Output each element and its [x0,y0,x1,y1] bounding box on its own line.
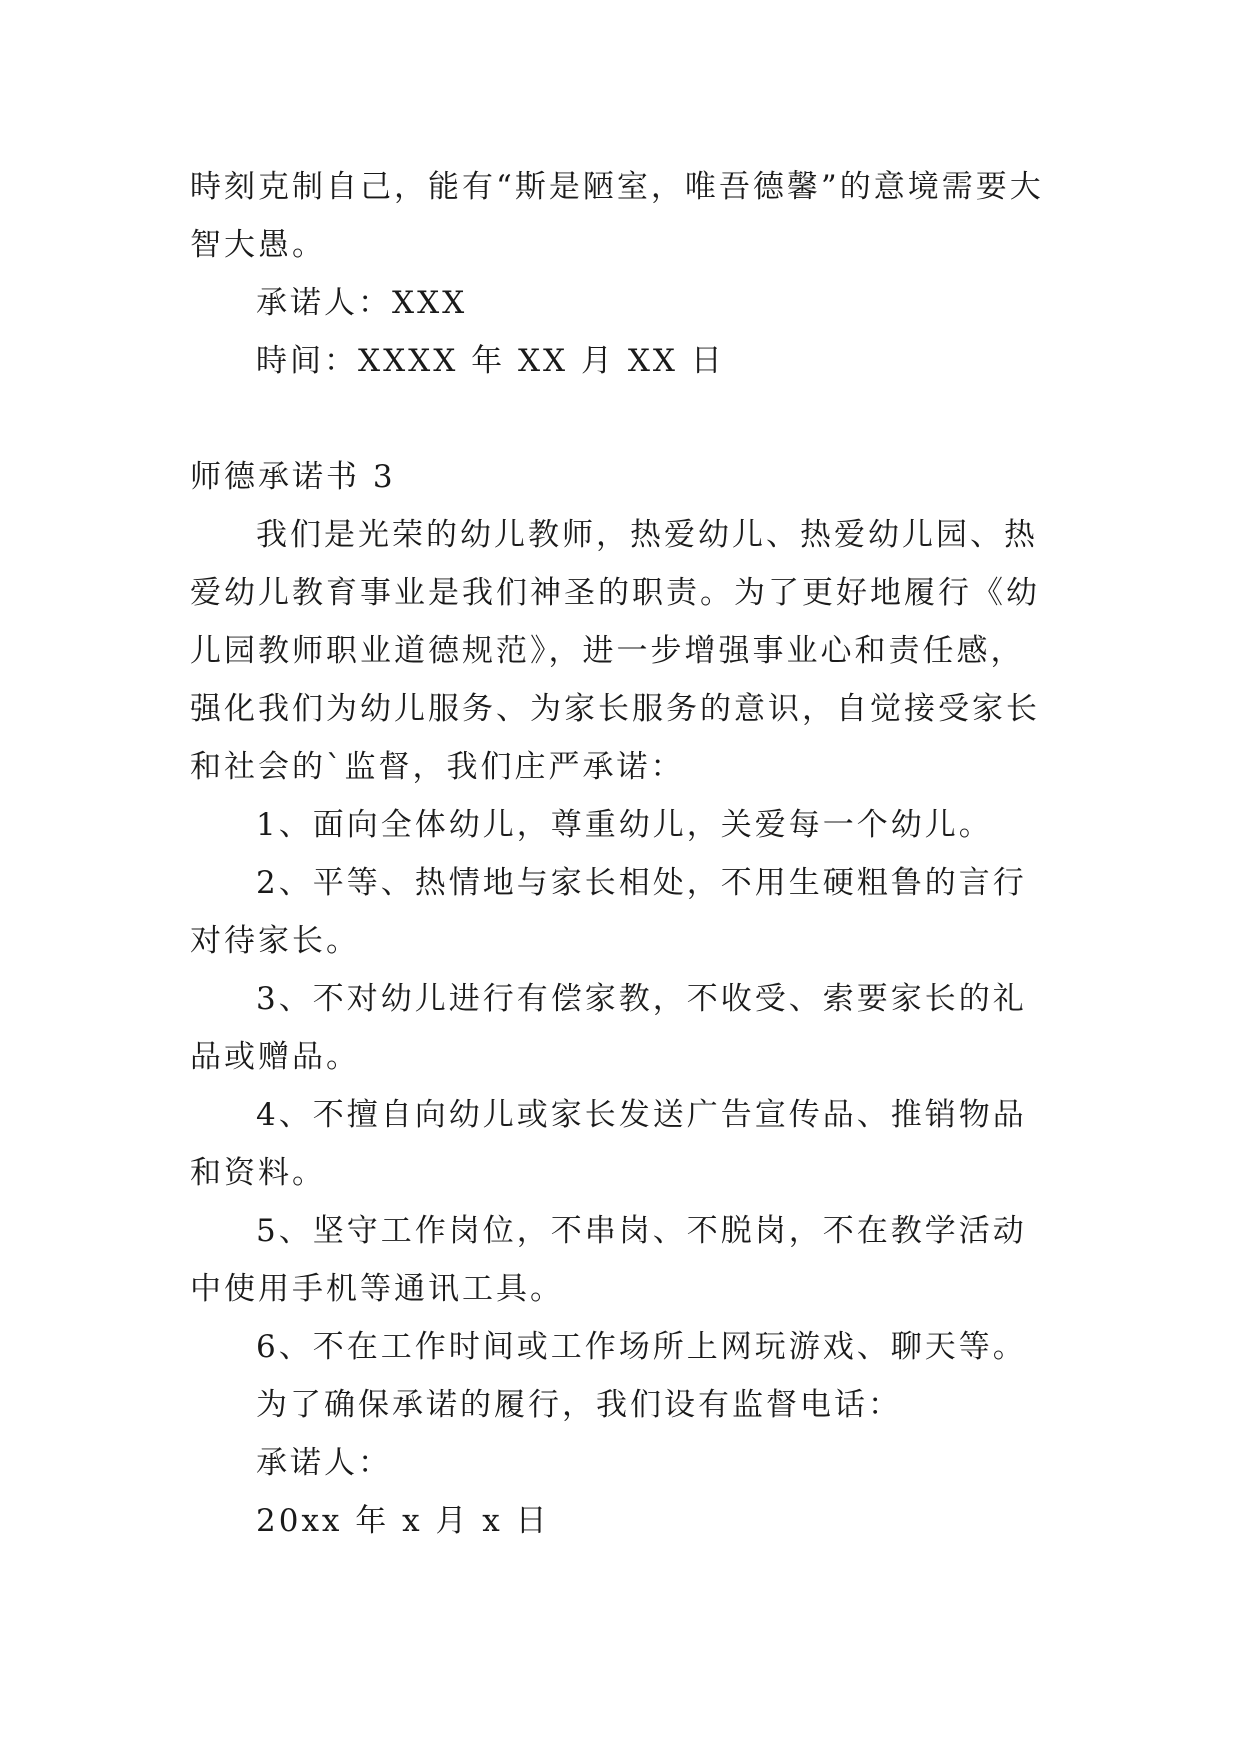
continuation-paragraph: 時刻克制自己，能有“斯是陋室，唯吾德馨”的意境需要大智大愚。 [190,169,1044,263]
list-item: 2、平等、热情地与家长相处，不用生硬粗鲁的言行对待家长。 [190,865,1027,959]
list-item: 6、不在工作时间或工作场所上网玩游戏、聊天等。 [256,1329,1027,1365]
intro-paragraph: 我们是光荣的幼儿教师，热爱幼儿、热爱幼儿园、热爱幼儿教育事业是我们神圣的职责。为了更好地履行《幼儿园教师职业道德规范》，进一步增强事业心和责任感，强化我们为幼儿服务、为家长服务的意识，自觉接受家长和社会的`监督，我们庄严承诺： [190,517,1040,785]
date-line: 20xx 年 x 月 x 日 [256,1503,550,1539]
section-gap [190,390,1056,448]
document-body [190,158,1056,1550]
list-item: 4、不擅自向幼儿或家长发送广告宣传品、推销物品和资料。 [190,1097,1027,1191]
list-item: 3、不对幼儿进行有偿家教，不收受、索要家长的礼品或赠品。 [190,981,1027,1075]
list-item: 1、面向全体幼儿，尊重幼儿，关爱每一个幼儿。 [256,807,993,843]
section-title: 师德承诺书 3 [190,459,396,495]
continuation-signer: 承诺人：XXX [256,285,468,321]
signer-line: 承诺人： [256,1445,392,1481]
supervision-line: 为了确保承诺的履行，我们设有监督电话： [256,1387,902,1423]
continuation-date: 時间：XXXX 年 XX 月 XX 日 [256,343,725,379]
list-item: 5、坚守工作岗位，不串岗、不脱岗，不在教学活动中使用手机等通讯工具。 [190,1213,1027,1307]
